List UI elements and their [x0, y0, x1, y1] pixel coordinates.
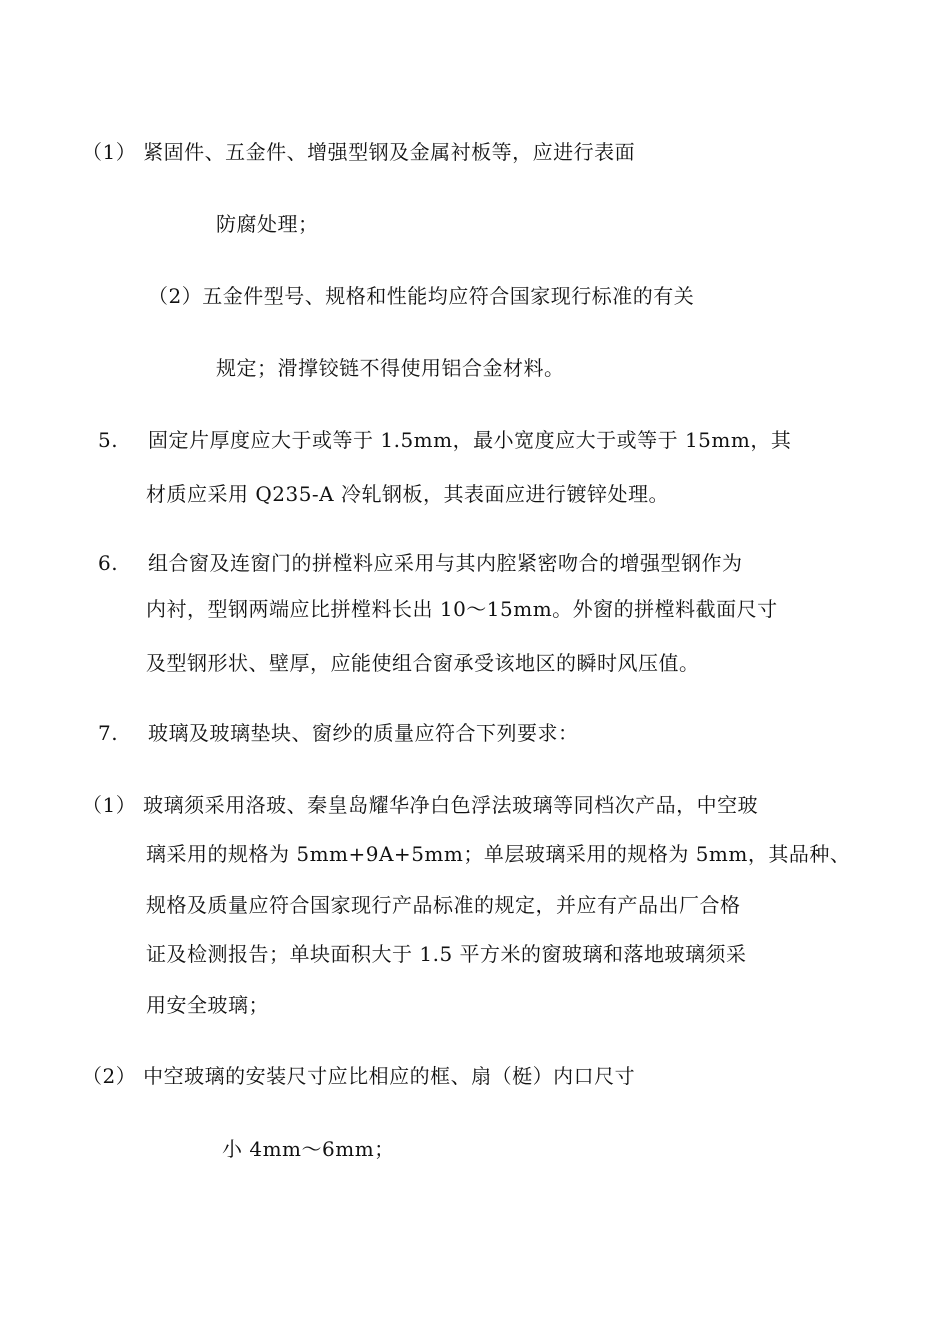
- paragraph-line: 内衬，型钢两端应比拼樘料长出 10～15mm。外窗的拼樘料截面尺寸: [146, 597, 778, 621]
- paragraph-line: （2） 中空玻璃的安装尺寸应比相应的框、扇（梃）内口尺寸: [82, 1064, 636, 1088]
- paragraph-line: 规格及质量应符合国家现行产品标准的规定，并应有产品出厂合格: [146, 893, 741, 917]
- item-number-6: 6.: [98, 551, 119, 575]
- paragraph-line: 规定；滑撑铰链不得使用铝合金材料。: [216, 356, 565, 380]
- paragraph-line: 证及检测报告；单块面积大于 1.5 平方米的窗玻璃和落地玻璃须采: [146, 942, 747, 966]
- paragraph-line: （1） 紧固件、五金件、增强型钢及金属衬板等，应进行表面: [82, 140, 636, 164]
- item-number-7: 7.: [98, 721, 119, 745]
- paragraph-line: （2）五金件型号、规格和性能均应符合国家现行标准的有关: [148, 284, 695, 308]
- paragraph-line: 小 4mm～6mm；: [222, 1137, 395, 1161]
- paragraph-line: 及型钢形状、壁厚，应能使组合窗承受该地区的瞬时风压值。: [146, 651, 700, 675]
- paragraph-line: 防腐处理；: [216, 212, 319, 236]
- paragraph-line: 材质应采用 Q235-A 冷轧钢板，其表面应进行镀锌处理。: [146, 482, 669, 506]
- item-number-5: 5.: [98, 428, 119, 452]
- paragraph-line: 固定片厚度应大于或等于 1.5mm，最小宽度应大于或等于 15mm，其: [148, 428, 792, 452]
- paragraph-line: 玻璃及玻璃垫块、窗纱的质量应符合下列要求：: [148, 721, 579, 745]
- paragraph-line: （1） 玻璃须采用洛玻、秦皇岛耀华净白色浮法玻璃等同档次产品，中空玻: [82, 793, 759, 817]
- paragraph-line: 璃采用的规格为 5mm+9A+5mm；单层玻璃采用的规格为 5mm，其品种、: [146, 842, 851, 866]
- paragraph-line: 组合窗及连窗门的拼樘料应采用与其内腔紧密吻合的增强型钢作为: [148, 551, 743, 575]
- paragraph-line: 用安全玻璃；: [146, 993, 269, 1017]
